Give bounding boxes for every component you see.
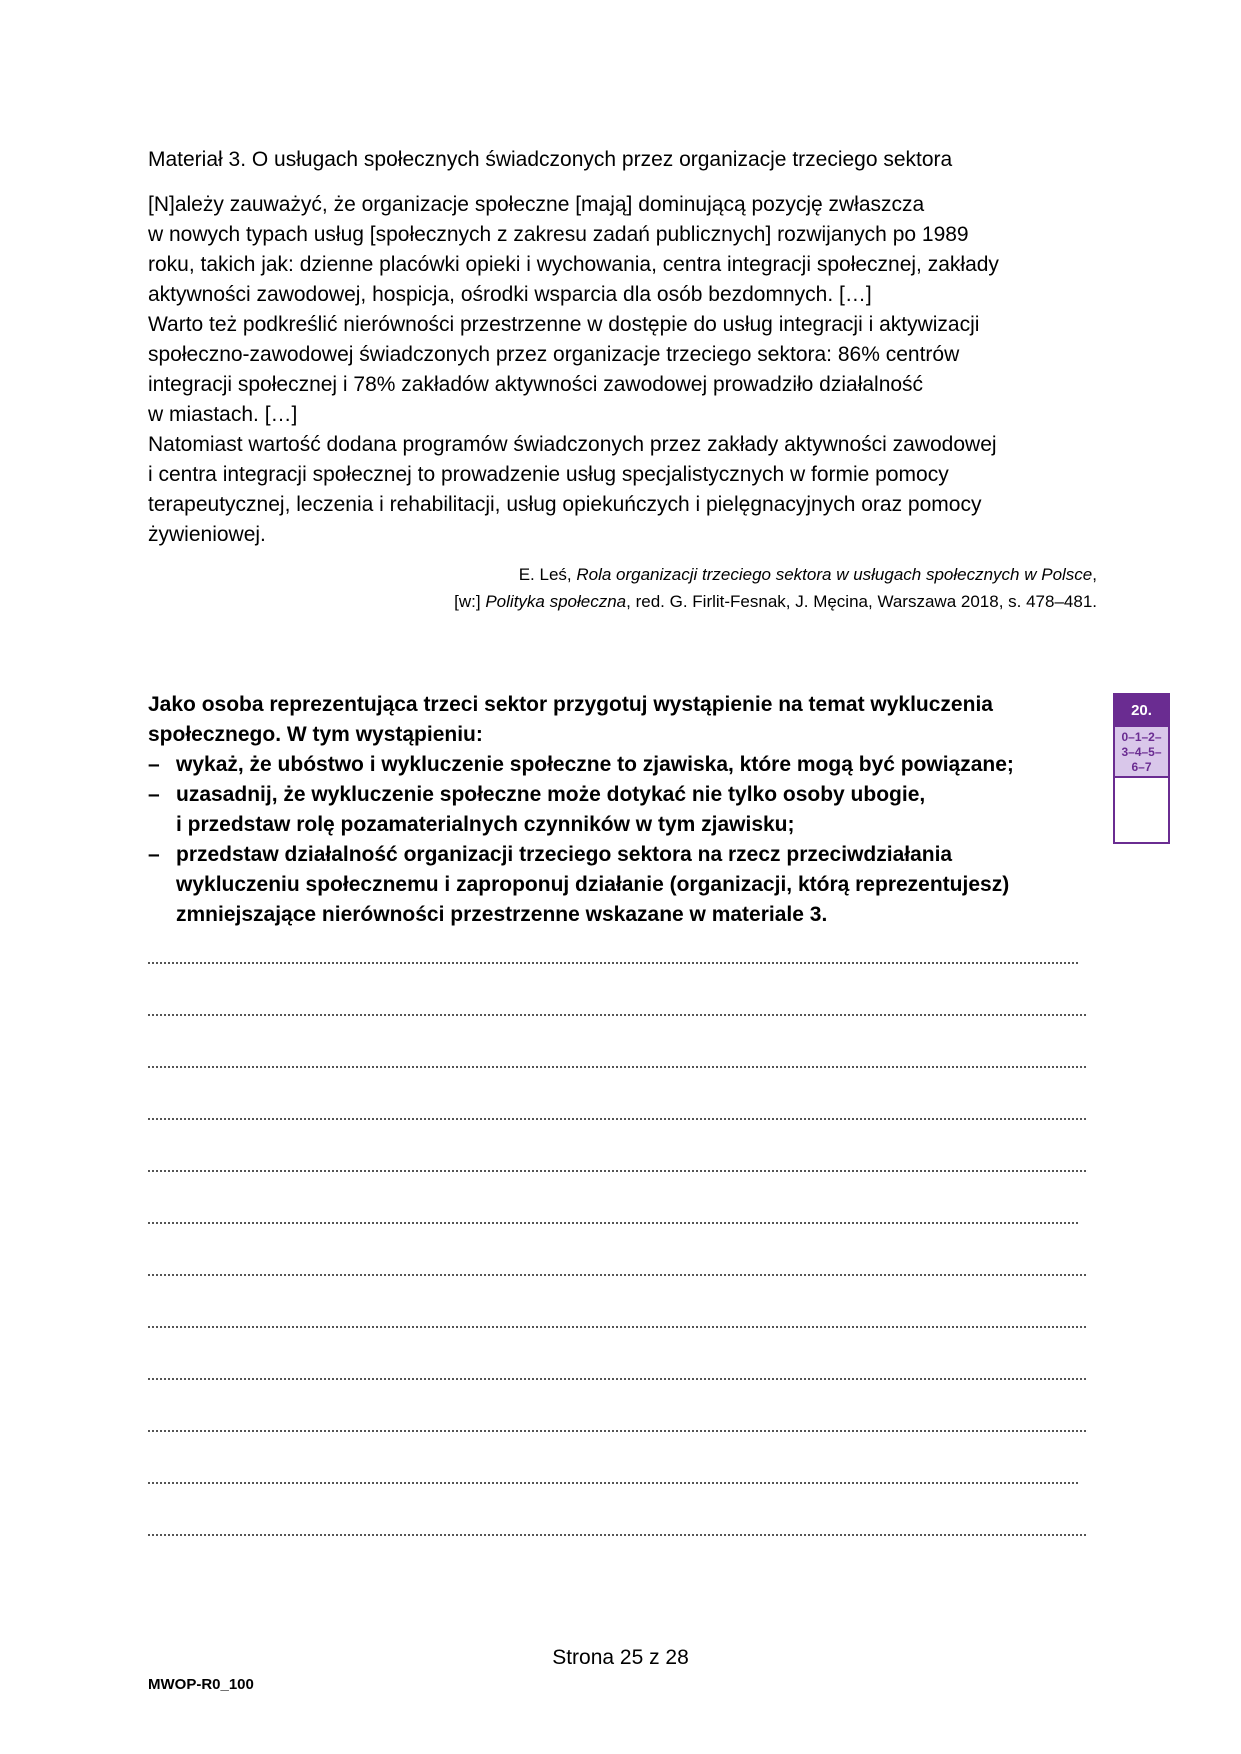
dash-bullet: – bbox=[148, 783, 160, 806]
score-range-line: 3–4–5– bbox=[1121, 745, 1162, 759]
answer-line[interactable] bbox=[148, 1116, 1086, 1120]
score-range-line: 0–1–2– bbox=[1121, 730, 1162, 744]
answer-line[interactable] bbox=[148, 1324, 1086, 1328]
quote-line: Natomiast wartość dodana programów świadczonych przez zakłady aktywności zawodowej bbox=[148, 433, 997, 456]
material-quote bbox=[148, 190, 1098, 550]
quote-line: aktywności zawodowej, hospicja, ośrodki wsparcia dla osób bezdomnych. […] bbox=[148, 283, 872, 306]
answer-line[interactable] bbox=[148, 1376, 1086, 1380]
citation-author: E. Leś, bbox=[518, 565, 577, 584]
answer-line[interactable] bbox=[148, 960, 1078, 964]
citation-article-title: Rola organizacji trzeciego sektora w usługach społecznych w Polsce bbox=[576, 565, 1093, 584]
quote-line: roku, takich jak: dzienne placówki opieki i wychowania, centra integracji społecznej, zakłady bbox=[148, 253, 999, 276]
answer-line[interactable] bbox=[148, 1480, 1078, 1484]
score-entry-field[interactable] bbox=[1115, 778, 1168, 842]
answer-line[interactable] bbox=[148, 1168, 1086, 1172]
quote-line: [N]ależy zauważyć, że organizacje społeczne [mają] dominującą pozycję zwłaszcza bbox=[148, 193, 925, 216]
quote-line: w nowych typach usług [społecznych z zakresu zadań publicznych] rozwijanych po 1989 bbox=[148, 223, 969, 246]
exam-code: MWOP-R0_100 bbox=[148, 1676, 254, 1693]
quote-line: terapeutycznej, leczenia i rehabilitacji, usług opiekuńczych i pielęgnacyjnych oraz pomocy bbox=[148, 493, 982, 516]
page-number: Strona 25 z 28 bbox=[552, 1646, 689, 1669]
dash-bullet: – bbox=[148, 753, 160, 776]
task-bullet-2 bbox=[148, 780, 1108, 810]
task-intro-line: Jako osoba reprezentująca trzeci sektor przygotuj wystąpienie na temat wykluczenia bbox=[148, 693, 993, 716]
task-bullet-1 bbox=[148, 750, 1108, 780]
citation-line-2 bbox=[300, 588, 1097, 615]
answer-line[interactable] bbox=[148, 1532, 1086, 1536]
bullet-text: przedstaw działalność organizacji trzeciego sektora na rzecz przeciwdziałania bbox=[176, 843, 953, 866]
answer-line[interactable] bbox=[148, 1012, 1086, 1016]
score-box bbox=[1113, 693, 1170, 844]
answer-line[interactable] bbox=[148, 1272, 1086, 1276]
citation-details: , red. G. Firlit-Fesnak, J. Męcina, Warszawa 2018, s. 478–481. bbox=[626, 592, 1097, 611]
quote-line: żywieniowej. bbox=[148, 523, 266, 546]
answer-line[interactable] bbox=[148, 1428, 1086, 1432]
citation-line-1 bbox=[300, 561, 1097, 588]
quote-line: integracji społecznej i 78% zakładów aktywności zawodowej prowadziło działalność bbox=[148, 373, 924, 396]
quote-line: w miastach. […] bbox=[148, 403, 298, 426]
citation-book-title: Polityka społeczna bbox=[485, 592, 627, 611]
quote-line: Warto też podkreślić nierówności przestrzenne w dostępie do usług integracji i aktywizacji bbox=[148, 313, 980, 336]
quote-line: i centra integracji społecznej to prowadzenie usług specjalistycznych w formie pomocy bbox=[148, 463, 949, 486]
citation-prefix: [w:] bbox=[454, 592, 486, 611]
citation-punct: , bbox=[1092, 565, 1097, 584]
source-citation bbox=[300, 561, 1097, 615]
score-range-line: 6–7 bbox=[1131, 760, 1152, 774]
task-bullet-3 bbox=[148, 840, 1108, 870]
task-intro-line: społecznego. W tym wystąpieniu: bbox=[148, 723, 483, 746]
material-title: Materiał 3. O usługach społecznych świadczonych przez organizacje trzeciego sektora bbox=[148, 148, 953, 171]
quote-line: społeczno-zawodowej świadczonych przez organizacje trzeciego sektora: 86% centrów bbox=[148, 343, 960, 366]
answer-line[interactable] bbox=[148, 1064, 1086, 1068]
answer-line[interactable] bbox=[148, 1220, 1078, 1224]
bullet-text: uzasadnij, że wykluczenie społeczne może dotykać nie tylko osoby ubogie, bbox=[176, 783, 926, 806]
task-number: 20. bbox=[1115, 695, 1168, 727]
score-range bbox=[1115, 727, 1168, 778]
task-bullet-2-cont: i przedstaw rolę pozamaterialnych czynników w tym zjawisku; bbox=[176, 813, 795, 836]
task-bullet-3-cont: wykluczeniu społecznemu i zaproponuj działanie (organizacji, którą reprezentujesz) bbox=[176, 873, 1010, 896]
dash-bullet: – bbox=[148, 843, 160, 866]
bullet-text: wykaż, że ubóstwo i wykluczenie społeczne to zjawiska, które mogą być powiązane; bbox=[176, 753, 1014, 776]
task-instructions bbox=[148, 690, 1108, 930]
task-bullet-3-cont: zmniejszające nierówności przestrzenne wskazane w materiale 3. bbox=[176, 903, 828, 926]
